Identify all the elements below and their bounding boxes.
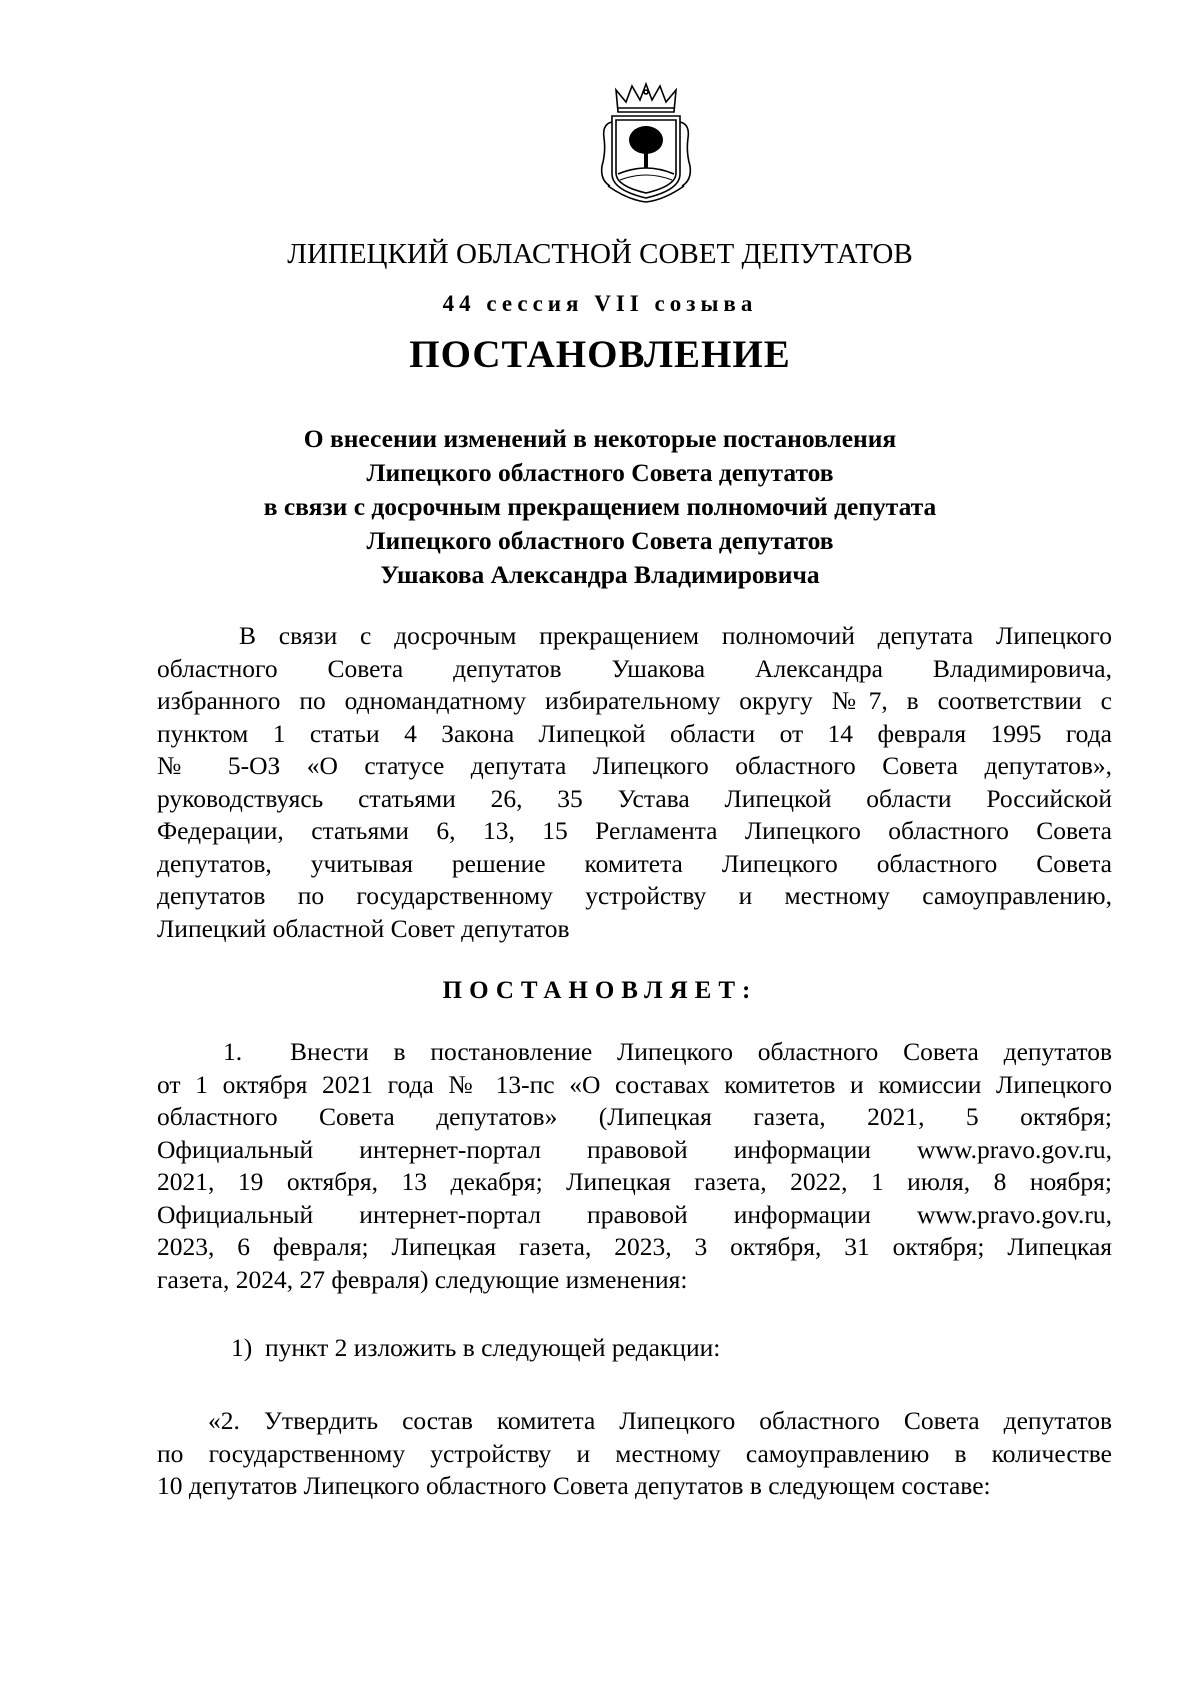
- text-line: пунктом 1 статьи 4 Закона Липецкой области от 14 февраля 1995 года: [157, 718, 1112, 748]
- quoted-paragraph: [157, 1405, 1112, 1503]
- subject-line: Ушакова Александра Владимировича: [380, 560, 820, 589]
- text-line: депутатов, учитывая решение комитета Липецкого областного Совета: [157, 848, 1112, 878]
- text-line: «2. Утвердить состав комитета Липецкого областного Совета депутатов: [208, 1406, 1112, 1435]
- text-line: газета, 2024, 27 февраля) следующие изменения:: [157, 1264, 688, 1294]
- subject-line: в связи с досрочным прекращением полномочий депутата: [263, 492, 937, 521]
- item-number: 1.: [223, 1037, 243, 1066]
- preamble-paragraph: [157, 620, 1112, 945]
- text-line: Официальный интернет-портал правовой информации www.pravo.gov.ru,: [157, 1199, 1112, 1229]
- lipetsk-coat-of-arms-icon: [598, 82, 694, 204]
- text-line: депутатов по государственному устройству и местному самоуправлению,: [157, 881, 1112, 910]
- text-line: Официальный интернет-портал правовой информации www.pravo.gov.ru,: [157, 1134, 1112, 1164]
- subitem-1: [157, 1332, 1112, 1365]
- text-line: № 5-ОЗ «О статусе депутата Липецкого областного Совета депутатов»,: [157, 751, 1112, 780]
- text-line: [157, 1036, 1112, 1069]
- organization-name: ЛИПЕЦКИЙ ОБЛАСТНОЙ СОВЕТ ДЕПУТАТОВ: [287, 238, 913, 270]
- text-line: В связи с досрочным прекращением полномочий депутата Липецкого: [239, 621, 1112, 650]
- text-line: руководствуясь статьями 26, 35 Устава Липецкой области Российской: [157, 783, 1112, 813]
- text-line: 2023, 6 февраля; Липецкая газета, 2023, 3 октября, 31 октября; Липецкая: [157, 1232, 1112, 1261]
- text-line: областного Совета депутатов Ушакова Александра Владимировича,: [157, 653, 1112, 683]
- subject-line: Липецкого областного Совета депутатов: [366, 458, 834, 487]
- document-type: ПОСТАНОВЛЕНИЕ: [409, 333, 791, 376]
- text-line: от 1 октября 2021 года № 13-пс «О составах комитетов и комиссии Липецкого: [157, 1069, 1112, 1099]
- subject-line: О внесении изменений в некоторые постановления: [303, 424, 897, 453]
- text-line: 1) пункт 2 изложить в следующей редакции:: [231, 1333, 721, 1362]
- document-subject: [0, 422, 1200, 592]
- item-text: Внести в постановление Липецкого областного Совета депутатов: [290, 1037, 1112, 1066]
- text-line: по государственному устройству и местному самоуправлению в количестве: [157, 1438, 1112, 1468]
- item-1-paragraph: [157, 1036, 1112, 1296]
- text-line: Липецкий областной Совет депутатов: [157, 913, 570, 943]
- session-info: 44 сессия VII созыва: [442, 291, 758, 316]
- text-line: областного Совета депутатов» (Липецкая газета, 2021, 5 октября;: [157, 1102, 1112, 1131]
- text-line: 2021, 19 октября, 13 декабря; Липецкая газета, 2022, 1 июля, 8 ноября;: [157, 1167, 1112, 1196]
- text-line: избранного по одномандатному избирательному округу №7, в соответствии с: [157, 686, 1112, 715]
- text-line: 10 депутатов Липецкого областного Совета депутатов в следующем составе:: [157, 1471, 991, 1500]
- decree-heading: ПОСТАНОВЛЯЕТ:: [442, 977, 758, 1004]
- text-line: Федерации, статьями 6, 13, 15 Регламента Липецкого областного Совета: [157, 816, 1112, 845]
- subject-line: Липецкого областного Совета депутатов: [366, 526, 834, 555]
